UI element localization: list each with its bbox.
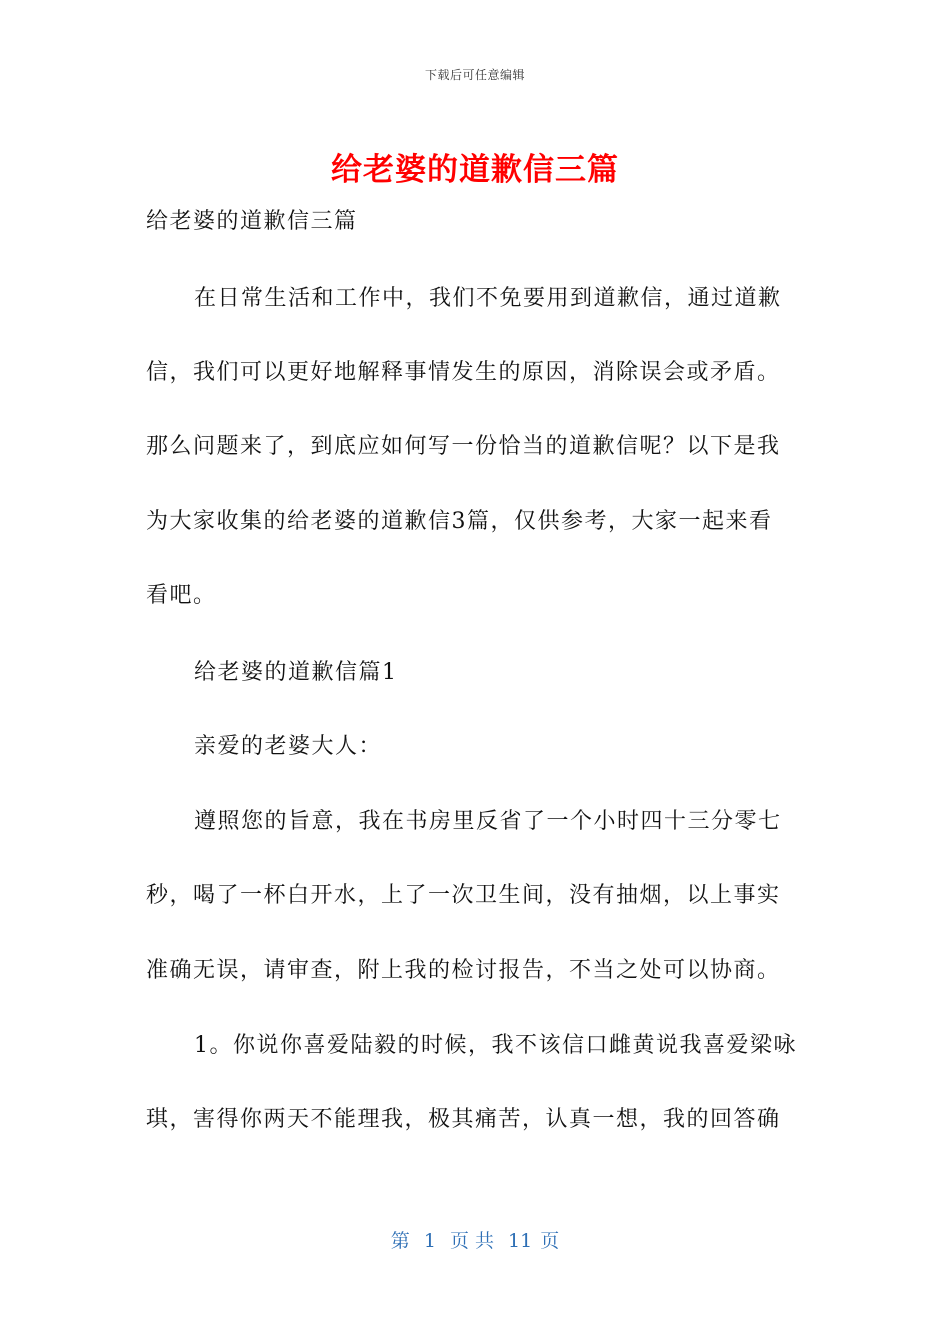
- paragraph-line: 那么问题来了，到底应如何写一份恰当的道歉信呢？以下是我: [146, 434, 781, 459]
- paragraph-line: 琪，害得你两天不能理我，极其痛苦，认真一想，我的回答确: [146, 1107, 781, 1132]
- footer-mid: 页 共: [449, 1230, 494, 1252]
- salutation-line: 亲爱的老婆大人：: [194, 734, 383, 759]
- paragraph-line: 看吧。: [146, 583, 217, 608]
- footer-prefix: 第: [390, 1230, 410, 1252]
- paragraph-line: 信，我们可以更好地解释事情发生的原因，消除误会或矛盾。: [146, 360, 781, 385]
- paragraph-line: 在日常生活和工作中，我们不免要用到道歉信，通过道歉: [194, 286, 782, 311]
- paragraph-line: 准确无误，请审查，附上我的检讨报告，不当之处可以协商。: [146, 958, 781, 983]
- footer-total-pages: 11: [508, 1230, 533, 1252]
- document-title: 给老婆的道歉信三篇: [331, 152, 619, 188]
- section-heading: 给老婆的道歉信篇1: [194, 660, 398, 685]
- paragraph-line: 秒，喝了一杯白开水，上了一次卫生间，没有抽烟，以上事实: [146, 883, 781, 908]
- page-footer: [0, 1226, 950, 1253]
- paragraph-line: 1。你说你喜爱陆毅的时候，我不该信口雌黄说我喜爱梁咏: [194, 1033, 797, 1058]
- footer-suffix: 页: [540, 1230, 560, 1252]
- paragraph-line: 为大家收集的给老婆的道歉信3篇，仅供参考，大家一起来看: [146, 509, 773, 534]
- header-note: 下载后可任意编辑: [424, 68, 525, 82]
- paragraph-line: 遵照您的旨意，我在书房里反省了一个小时四十三分零七: [194, 809, 782, 834]
- subtitle-line: 给老婆的道歉信三篇: [146, 209, 358, 234]
- footer-page-number: 1: [423, 1230, 436, 1252]
